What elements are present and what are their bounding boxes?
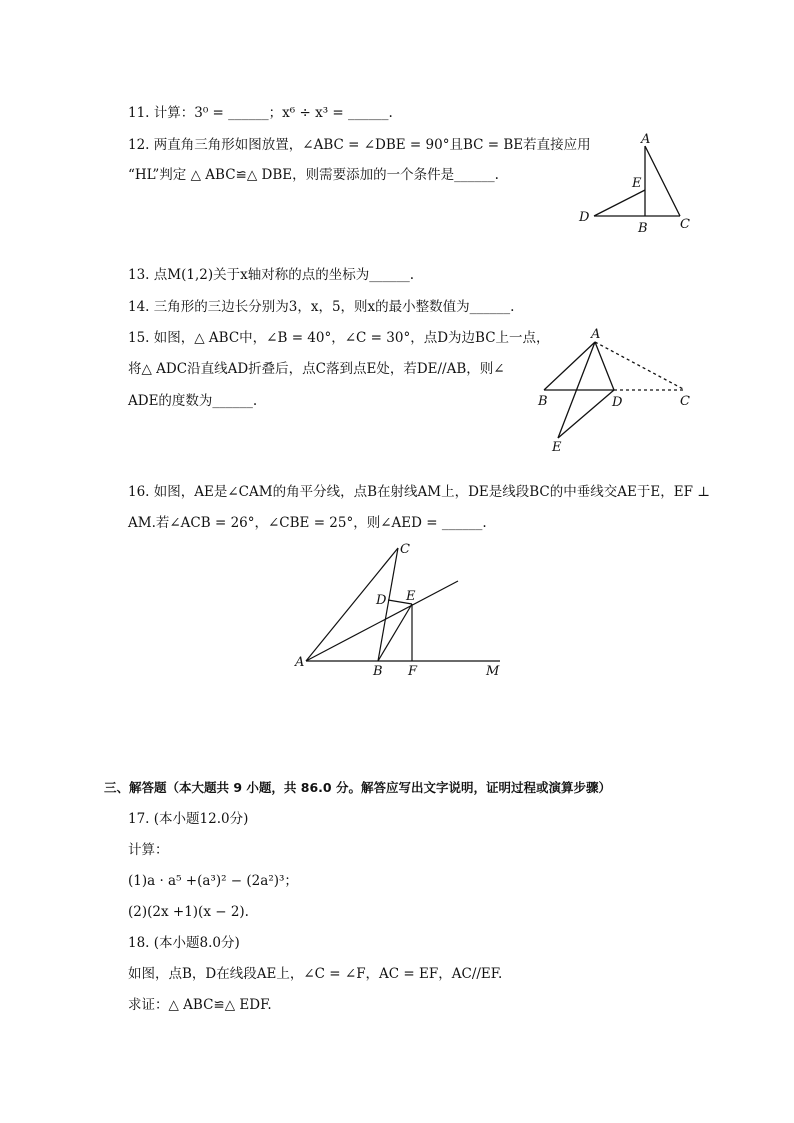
label-e: E — [632, 176, 642, 191]
question-14: 14. 三角形的三边长分别为3，x，5，则x的最小整数值为______. — [128, 299, 515, 315]
question-12-figure — [570, 132, 700, 237]
label-a: A — [295, 655, 305, 670]
label-c: C — [680, 217, 690, 232]
edge-ab — [544, 342, 595, 390]
question-15-line-2: 将△ ADC沿直线AD折叠后，点C落到点E处，若DE//AB，则∠ — [128, 361, 505, 377]
question-18-head: 18. (本小题8.0分) — [128, 935, 240, 951]
question-12-line-2: “HL”判定 △ ABC≌△ DBE，则需要添加的一个条件是______. — [128, 167, 499, 183]
question-18-line-1: 如图，点B，D在线段AE上，∠C = ∠F，AC = EF，AC//EF. — [128, 966, 503, 982]
question-12-line-1: 12. 两直角三角形如图放置，∠ABC = ∠DBE = 90°且BC = BE若直接应用 — [128, 137, 591, 153]
label-b: B — [638, 221, 648, 236]
question-13: 13. 点M(1,2)关于x轴对称的点的坐标为______. — [128, 267, 414, 283]
edge-ac — [645, 146, 680, 216]
label-a: A — [591, 327, 601, 342]
question-17-prompt: 计算： — [128, 842, 169, 858]
label-c: C — [680, 394, 690, 409]
label-d: D — [579, 210, 590, 225]
question-17-part-2: (2)(2x +1)(x − 2). — [128, 904, 249, 920]
edge-ac-dashed — [595, 342, 685, 390]
edge-ed — [558, 390, 614, 438]
question-15-line-1: 15. 如图，△ ABC中，∠B = 40°，∠C = 30°，点D为边BC上一点， — [128, 330, 550, 346]
question-16-line-2: AM.若∠ACB = 26°，∠CBE = 25°，则∠AED = ______. — [128, 515, 487, 531]
section-3-title: 三、解答题（本大题共 9 小题，共 86.0 分。解答应写出文字说明，证明过程或演算步骤） — [104, 780, 611, 795]
question-17-head: 17. (本小题12.0分) — [128, 811, 249, 827]
label-b: B — [373, 664, 383, 679]
label-d: D — [376, 593, 387, 608]
edge-ad — [595, 342, 614, 390]
question-15-figure — [530, 322, 700, 457]
question-11: 11. 计算：3⁰ = ______；x⁶ ÷ x³ = ______. — [128, 105, 393, 121]
label-e: E — [552, 440, 562, 455]
label-a: A — [641, 132, 651, 147]
question-16-figure — [290, 538, 510, 680]
label-f: F — [408, 664, 418, 679]
edge-de — [594, 190, 645, 216]
question-16-line-1: 16. 如图，AE是∠CAM的角平分线，点B在射线AM上，DE是线段BC的中垂线交AE于E，EF ⊥ — [128, 484, 710, 500]
label-b: B — [538, 394, 548, 409]
label-c: C — [400, 542, 410, 557]
question-15-line-3: ADE的度数为______. — [128, 393, 258, 409]
label-m: M — [486, 664, 500, 679]
label-d: D — [612, 395, 623, 410]
label-e: E — [406, 589, 416, 604]
question-18-line-2: 求证：△ ABC≌△ EDF. — [128, 997, 272, 1013]
question-17-part-1: (1)a · a⁵ +(a³)² − (2a²)³； — [128, 873, 298, 889]
